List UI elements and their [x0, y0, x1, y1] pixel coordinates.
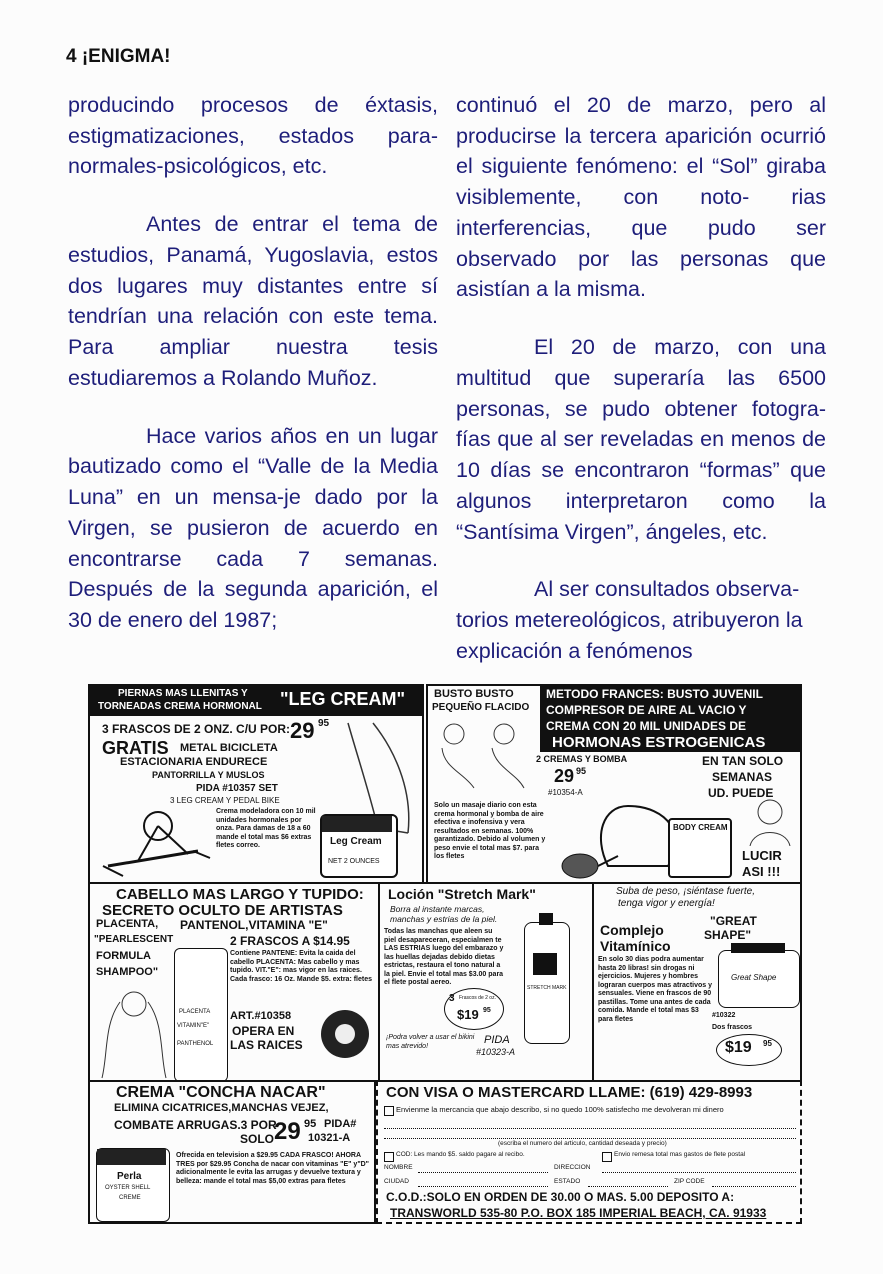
ad-concha-nacar: [88, 1080, 376, 1224]
order-code: #10323-A: [476, 1047, 516, 1057]
zip-field[interactable]: [712, 1186, 796, 1187]
order-code: PIDA #10357 SET: [196, 783, 278, 794]
subtitle: Borra al instante marcas, manchas y estrias de la piel.: [390, 904, 498, 924]
ad-cabello: [88, 882, 380, 1082]
direccion-field[interactable]: [602, 1172, 796, 1173]
bottle-label: STRETCH MARK: [527, 985, 567, 991]
pedal-bike-icon: [98, 796, 213, 881]
paragraph: Antes de entrar el tema de estudios, Panamá, Yugoslavia, estos dos lugares muy distantes entre sí tendrían una relación con este tema. Para ampliar nuestra tesis estudiaremos a Rolando Muñoz.: [68, 212, 438, 390]
price-cents: 95: [576, 766, 587, 776]
postal-checkbox[interactable]: [602, 1152, 612, 1162]
checkbox-label: Envio remesa total mas gastos de flete postal: [614, 1151, 746, 1158]
headline: COMBATE ARRUGAS.3 POR: [114, 1118, 277, 1132]
ad-stretch-mark: [378, 882, 594, 1082]
paragraph: Al ser consultados observa- torios metereológicos, atribuyeron la explicación a fenómenos: [456, 577, 803, 663]
brand-line: "GREAT: [710, 914, 757, 928]
banner-line: CREMA CON 20 MIL UNIDADES DE: [546, 719, 747, 733]
ciudad-label: CIUDAD: [384, 1178, 409, 1185]
slogan: OPERA EN: [232, 1024, 295, 1038]
jar-lid: [322, 816, 392, 832]
offer-text: 2 CREMAS Y BOMBA: [536, 754, 628, 764]
offer-text: 2 FRASCOS A $14.95: [230, 934, 350, 948]
banner-line: METODO FRANCES: BUSTO JUVENIL: [546, 687, 763, 701]
bubble-label: Frascos de 2 oz.: [459, 995, 496, 1001]
busto-label: BUSTO BUSTO: [434, 688, 514, 700]
cod-terms: C.O.D.:SOLO EN ORDEN DE 30.00 O MAS. 5.00 DEPOSITO A:: [386, 1190, 735, 1204]
offer-text: 3 FRASCOS DE 2 ONZ. C/U POR:: [102, 722, 291, 736]
brand-line: SHAMPOO": [96, 966, 159, 978]
jar-label: OYSTER SHELL: [105, 1185, 151, 1191]
busto-label: PEQUEÑO FLACIDO: [432, 702, 530, 713]
tagline: tenga vigor y energía!: [618, 898, 715, 909]
woman-portrait-icon: [742, 794, 798, 846]
slogan: LAS RAICES: [230, 1038, 303, 1052]
tagline: ¡Podra volver a usar el bikini mas atrevido!: [386, 1034, 475, 1050]
jar-label: Leg Cream: [330, 836, 382, 847]
long-hair-woman-icon: [94, 984, 174, 1080]
bubble-count: 3: [449, 993, 455, 1004]
description: Todas las manchas que aleen su piel desapareceran, especialmen te LAS ESTRIAS luego del embarazo y las huellas dejadas debido dietas estrictas, restaura el tono natural a la piel. Envie el total mas $3.00 para el flete postal aereo.: [384, 928, 504, 986]
tagline: Suba de peso, ¡siéntase fuerte,: [616, 886, 755, 897]
body-cream-jar: [668, 818, 732, 878]
order-label: PIDA#: [324, 1118, 357, 1130]
price: $19: [725, 1039, 752, 1056]
asi-label: ASI !!!: [742, 864, 781, 879]
jar-label: Perla: [117, 1171, 142, 1182]
bottle-cap: [539, 913, 553, 925]
price: $19: [457, 1007, 479, 1022]
brand-name: "LEG CREAM": [280, 689, 406, 709]
mailing-address: TRANSWORLD 535-80 P.O. BOX 185 IMPERIAL BEACH, CA. 91933: [390, 1206, 767, 1220]
headline: CABELLO MAS LARGO Y TUPIDO:: [116, 886, 364, 903]
order-code: ART.#10358: [230, 1010, 292, 1022]
time-line: UD. PUEDE: [708, 786, 774, 800]
gift-line: ESTACIONARIA ENDURECE: [120, 756, 268, 768]
estado-field[interactable]: [588, 1186, 668, 1187]
ad-busto: [426, 684, 802, 884]
banner-line: HORMONAS ESTROGENICAS: [552, 734, 766, 751]
left-column: [68, 90, 438, 663]
time-line: EN TAN SOLO: [702, 754, 784, 768]
description: Ofrecida en television a $29.95 CADA FRASCO! AHORA TRES por $29.95 Concha de nacar con vitaminas "E" y"D" adicionalmente le evita las arrugas y devuelve textura y belleza: mande el total mas $5,00 extras para fletes: [176, 1152, 370, 1185]
nombre-field[interactable]: [418, 1172, 548, 1173]
vitamin-bottle: [718, 950, 800, 1008]
price-cents: 95: [304, 1118, 317, 1130]
solo-label: SOLO: [240, 1132, 275, 1146]
set-label: 3 LEG CREAM Y PEDAL BIKE: [170, 796, 280, 805]
price-cents: 95: [318, 718, 330, 729]
gift-line: PANTORRILLA Y MUSLOS: [152, 770, 265, 780]
time-line: SEMANAS: [712, 770, 773, 784]
price: 29: [554, 766, 575, 786]
page-number: 4: [66, 46, 77, 67]
price: 29: [274, 1118, 301, 1145]
description: En solo 30 dias podra aumentar hasta 20 libras! sin drogas ni ejercicios. Mujeres y hombres lograran cuerpos mas atractivos y sensuales. Viene en frascos de 90 pastillas. Tome una antes de cada comida. Mande el total mas $3 para fletes: [598, 956, 712, 1023]
headline: PANTENOL,VITAMINA "E": [180, 918, 328, 932]
banner-line: COMPRESOR DE AIRE AL VACIO Y: [546, 703, 747, 717]
paragraph: producindo procesos de éxtasis, estigmatizaciones, estados para- normales-psicológicos, etc.: [68, 93, 438, 179]
bottle-logo: [533, 953, 557, 975]
description: Contiene PANTENE: Evita la caida del cabello PLACENTA: Mas cabello y mas tupido. VIT."E": mas vigor en las raices. Cada frasco: 16 Oz. Mande $5. extra: fletes: [230, 950, 372, 983]
product-name: Vitamínico: [600, 938, 671, 954]
gratis-label: GRATIS: [102, 738, 169, 758]
ciudad-field[interactable]: [418, 1186, 548, 1187]
paragraph: El 20 de marzo, con una multitud que superaría las 6500 personas, se pudo obtener fotogra- fías que al ser reveladas en menos de 10 días se encontraron “formas” que algunos interpretaron como la “Santísima Virgen”, ángeles, etc.: [456, 335, 826, 544]
order-code: 10321-A: [308, 1132, 351, 1144]
headline: ELIMINA CICATRICES,MANCHAS VEJEZ,: [114, 1102, 329, 1114]
brand-line: "PEARLESCENT: [94, 934, 174, 945]
price: 29: [290, 718, 315, 743]
bottle-label: Great Shape: [731, 973, 777, 982]
right-column: [456, 90, 826, 693]
direccion-label: DIRECCION: [554, 1164, 591, 1171]
brand-line: FORMULA: [96, 950, 151, 962]
order-phone: CON VISA O MASTERCARD LLAME: (619) 429-8993: [386, 1084, 753, 1101]
banner-line: PIERNAS MAS LLENITAS Y: [118, 688, 248, 699]
shampoo-bottle: [174, 948, 228, 1082]
price-cents: 95: [483, 1007, 491, 1014]
paragraph: continuó el 20 de marzo, pero al producirse la tercera aparición ocurrió el siguiente fenómeno: el “Sol” giraba visiblemente, con noto- rias interferencias, que pudo ser observado por las personas que asistían a la misma.: [456, 93, 826, 302]
jar-lid: [97, 1149, 166, 1165]
cod-checkbox[interactable]: [384, 1152, 394, 1162]
description: Solo un masaje diario con esta crema hormonal y bomba de aire efectiva e inofensiva y vera resultados en semanas. 100% garantizado. Debido al volumen y peso envie el total mas $7. para los fletes: [434, 802, 546, 860]
product-name: Complejo: [600, 922, 664, 938]
brand-line: SHAPE": [704, 928, 752, 942]
price-bubble: [444, 988, 504, 1030]
hair-root-diagram-icon: [312, 1006, 378, 1080]
headline: SECRETO OCULTO DE ARTISTAS: [102, 902, 343, 919]
order-line[interactable]: [384, 1128, 796, 1129]
jar-sublabel: NET 2 OUNCES: [328, 858, 380, 865]
jar-label: BODY CREAM: [673, 823, 728, 832]
order-line[interactable]: [384, 1138, 796, 1139]
paragraph: Hace varios años en un lugar bautizado como el “Valle de la Media Luna” en un mensa-je dado por la Virgen, se pusieron de acuerdo en encontrarse cada 7 semanas. Después de la segunda aparición, el 30 de enero del 1987;: [68, 423, 438, 633]
bottle-cap: [731, 943, 785, 953]
estado-label: ESTADO: [554, 1178, 581, 1185]
advertisement-block: [88, 684, 804, 1224]
torso-illustration-icon: [434, 718, 534, 798]
bottle-label: PLACENTA: [179, 1009, 211, 1015]
order-form: [376, 1080, 802, 1224]
concha-jar: [96, 1148, 170, 1222]
bottle-label: VITAMIN"E": [177, 1023, 210, 1029]
checkbox-label: COD: Les mando $5. saldo pagare al recibo.: [396, 1151, 525, 1158]
gift-line: METAL BICICLETA: [180, 742, 278, 754]
headline: PLACENTA,: [96, 918, 159, 930]
leg-cream-banner: [90, 686, 422, 716]
lucir-label: LUCIR: [742, 848, 782, 863]
order-note: (escriba el numero del articulo, cantidad deseada y precio): [498, 1140, 667, 1147]
leg-cream-jar: [320, 814, 398, 878]
zip-label: ZIP CODE: [674, 1178, 705, 1185]
ad-leg-cream: [88, 684, 424, 884]
product-title: CREMA "CONCHA NACAR": [116, 1084, 326, 1101]
nombre-label: NOMBRE: [384, 1164, 413, 1171]
checkbox-label: Envienme la mercancia que abajo describo, si no quedo 100% satisfecho me devolveran mi dinero: [396, 1105, 724, 1114]
section-title: ¡ENIGMA!: [81, 46, 171, 67]
page-header: [66, 46, 171, 68]
order-code: #10322: [712, 1012, 736, 1019]
jar-label: CREME: [119, 1195, 141, 1201]
product-title: Loción "Stretch Mark": [388, 886, 536, 902]
lotion-bottle: [524, 922, 570, 1044]
satisfaction-checkbox[interactable]: [384, 1106, 394, 1116]
ad-vitamin: [592, 882, 802, 1082]
description: Crema modeladora con 10 mil unidades hormonales por onza. Para damas de 18 a 60 mande el total mas $6 extras fletes correo.: [216, 808, 316, 849]
price-bubble: [716, 1034, 782, 1066]
bottle-label: PANTHENOL: [177, 1041, 214, 1047]
order-code: #10354-A: [548, 788, 583, 797]
quantity-label: Dos frascos: [712, 1024, 753, 1031]
order-label: PIDA: [484, 1034, 510, 1046]
busto-banner: [540, 686, 800, 752]
price-cents: 95: [763, 1039, 772, 1048]
banner-line: TORNEADAS CREMA HORMONAL: [98, 701, 262, 712]
